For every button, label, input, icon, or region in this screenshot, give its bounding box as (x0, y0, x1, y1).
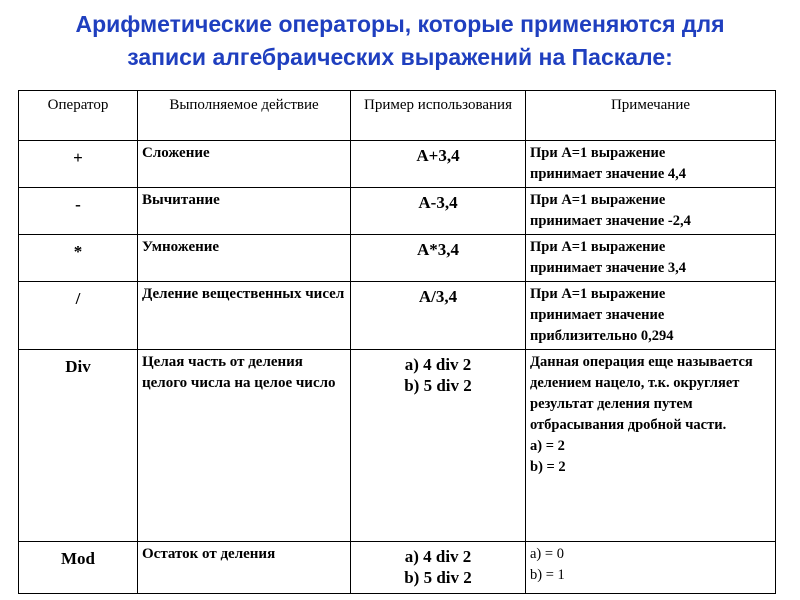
note-line: При А=1 выражение (530, 286, 666, 302)
note-line: При А=1 выражение (530, 192, 666, 208)
table-header-row (19, 91, 776, 141)
example-cell (351, 235, 526, 282)
operator-cell: Div (19, 350, 138, 542)
slide-title-line-1: Арифметические операторы, которые применяются для (75, 11, 725, 37)
example-line: A-3,4 (418, 193, 458, 212)
note-result: b) = 2 (530, 459, 566, 475)
note-result: a) = 0 (530, 546, 564, 562)
example-cell (351, 542, 526, 594)
action-cell: Деление вещественных чисел (138, 282, 351, 350)
example-line: a) 4 div 2 (404, 547, 472, 566)
note-line: Данная операция еще называется делением нацело, т.к. округляет результат деления путем отбрасывания дробной части. (530, 354, 753, 433)
action-cell: Сложение (138, 141, 351, 188)
operator-cell: - (19, 188, 138, 235)
slide-title (0, 8, 800, 74)
note-cell (526, 350, 776, 542)
note-cell (526, 542, 776, 594)
operator-cell: / (19, 282, 138, 350)
note-result: a) = 2 (530, 438, 565, 454)
table-row-division (19, 282, 776, 350)
operators-table (18, 90, 776, 594)
example-line: A+3,4 (416, 146, 460, 165)
example-line: b) 5 div 2 (404, 568, 472, 587)
table-row-subtraction (19, 188, 776, 235)
operator-cell: Mod (19, 542, 138, 594)
example-cell (351, 141, 526, 188)
table-row-multiplication (19, 235, 776, 282)
header-action: Выполняемое действие (138, 91, 351, 141)
action-cell: Умножение (138, 235, 351, 282)
table-row-addition (19, 141, 776, 188)
operator-cell: * (19, 235, 138, 282)
note-cell (526, 141, 776, 188)
note-line: принимает значение -2,4 (530, 213, 691, 229)
note-line: приблизительно 0,294 (530, 328, 674, 344)
example-line: A*3,4 (416, 240, 460, 259)
note-line: принимает значение (530, 307, 665, 323)
action-cell: Вычитание (138, 188, 351, 235)
example-line: b) 5 div 2 (404, 376, 472, 395)
note-result: b) = 1 (530, 567, 565, 583)
example-line: A/3,4 (418, 287, 458, 306)
header-note: Примечание (526, 91, 776, 141)
note-line: принимает значение 3,4 (530, 260, 687, 276)
header-example: Пример использования (351, 91, 526, 141)
header-operator: Оператор (19, 91, 138, 141)
action-cell: Целая часть от деления целого числа на целое число (138, 350, 351, 542)
example-cell (351, 350, 526, 542)
operator-cell: + (19, 141, 138, 188)
table-row-mod (19, 542, 776, 594)
table-row-div (19, 350, 776, 542)
action-cell: Остаток от деления (138, 542, 351, 594)
note-line: принимает значение 4,4 (530, 166, 687, 182)
slide-title-line-2: записи алгебраических выражений на Паскале: (127, 44, 673, 70)
example-cell (351, 188, 526, 235)
note-line: При А=1 выражение (530, 239, 666, 255)
note-cell (526, 282, 776, 350)
note-cell (526, 235, 776, 282)
note-cell (526, 188, 776, 235)
note-line: При А=1 выражение (530, 145, 666, 161)
example-cell (351, 282, 526, 350)
example-line: a) 4 div 2 (404, 355, 472, 374)
